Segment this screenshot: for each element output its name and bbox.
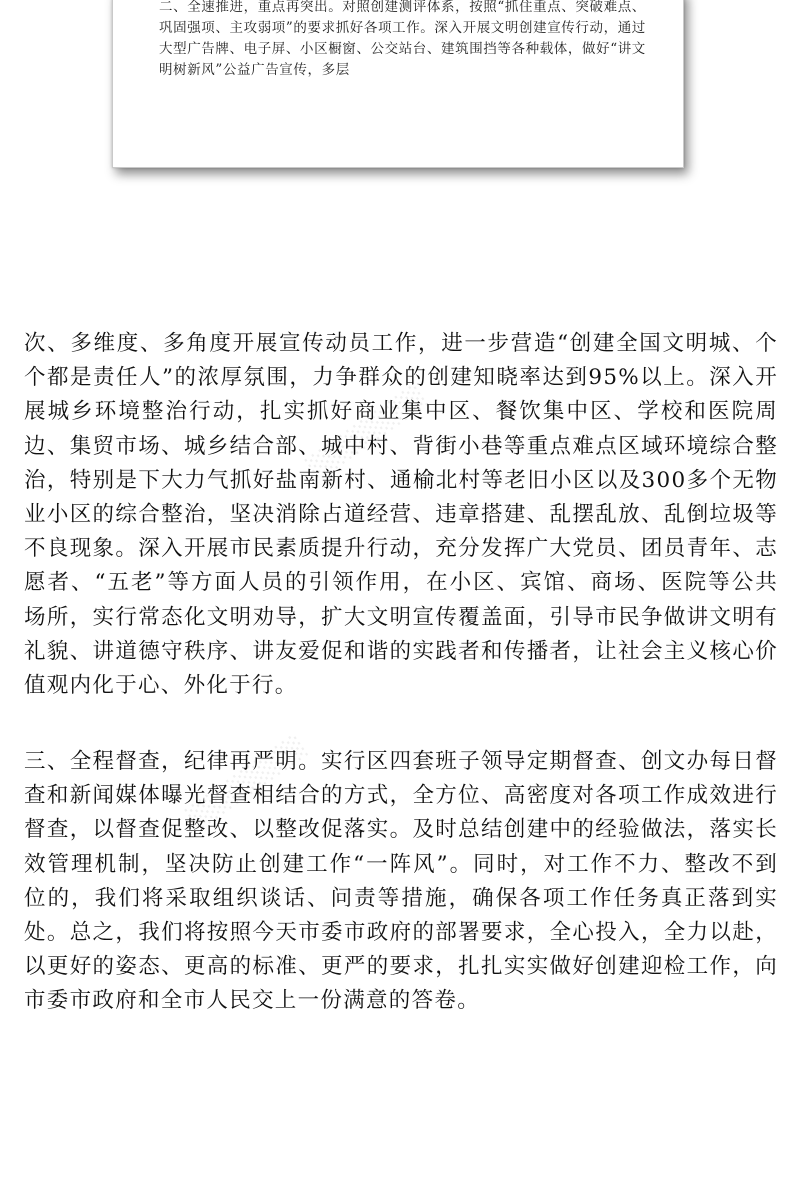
preview-paragraph: 二、全速推进，重点再突出。对照创建测评体系，按照“抓住重点、突破难点、巩固强项、主攻弱项”的要求抓好各项工作。深入开展文明创建宣传行动，通过大型广告牌、电子屏、小区橱窗、公交站台、建筑围挡等各种载体，做好“讲文明树新风”公益广告宣传，多层 [159, 0, 646, 78]
watermark-mark: ░░░░░░░░ [185, 733, 311, 832]
page-preview-card [112, 0, 684, 168]
body-paragraph: 三、全程督查，纪律再严明。实行区四套班子领导定期督查、创文办每日督查和新闻媒体曝光督查相结合的方式，全方位、高密度对各项工作成效进行督查，以督查促整改、以整改促落实。及时总结创建中的经验做法，落实长效管理机制，坚决防止创建工作“一阵风”。同时，对工作不力、整改不到位的，我们将采取组织谈话、问责等措施，确保各项工作任务真正落到实处。总之，我们将按照今天市委市政府的部署要求，全心投入，全力以赴，以更好的姿态、更高的标准、更严的要求，扎扎实实做好创建迎检工作，向市委市政府和全市人民交上一份满意的答卷。 [24, 749, 778, 1014]
watermark-mark: ░░░░░░░░ [305, 383, 431, 482]
body-paragraph: 次、多维度、多角度开展宣传动员工作，进一步营造“创建全国文明城、个个都是责任人”的浓厚氛围，力争群众的创建知晓率达到95%以上。深入开展城乡环境整治行动，扎实抓好商业集中区、餐饮集中区、学校和医院周边、集贸市场、城乡结合部、城中村、背街小巷等重点难点区域环境综合整治，特别是下大力气抓好盐南新村、通榆北村等老旧小区以及300多个无物业小区的综合整治，坚决消除占道经营、违章搭建、乱摆乱放、乱倒垃圾等不良现象。深入开展市民素质提升行动，充分发挥广大党员、团员青年、志愿者、“五老”等方面人员的引领作用，在小区、宾馆、商场、医院等公共场所，实行常态化文明劝导，扩大文明宣传覆盖面，引导市民争做讲文明有礼貌、讲道德守秩序、讲友爱促和谐的实践者和传播者，让社会主义核心价值观内化于心、外化于行。 [24, 331, 778, 699]
